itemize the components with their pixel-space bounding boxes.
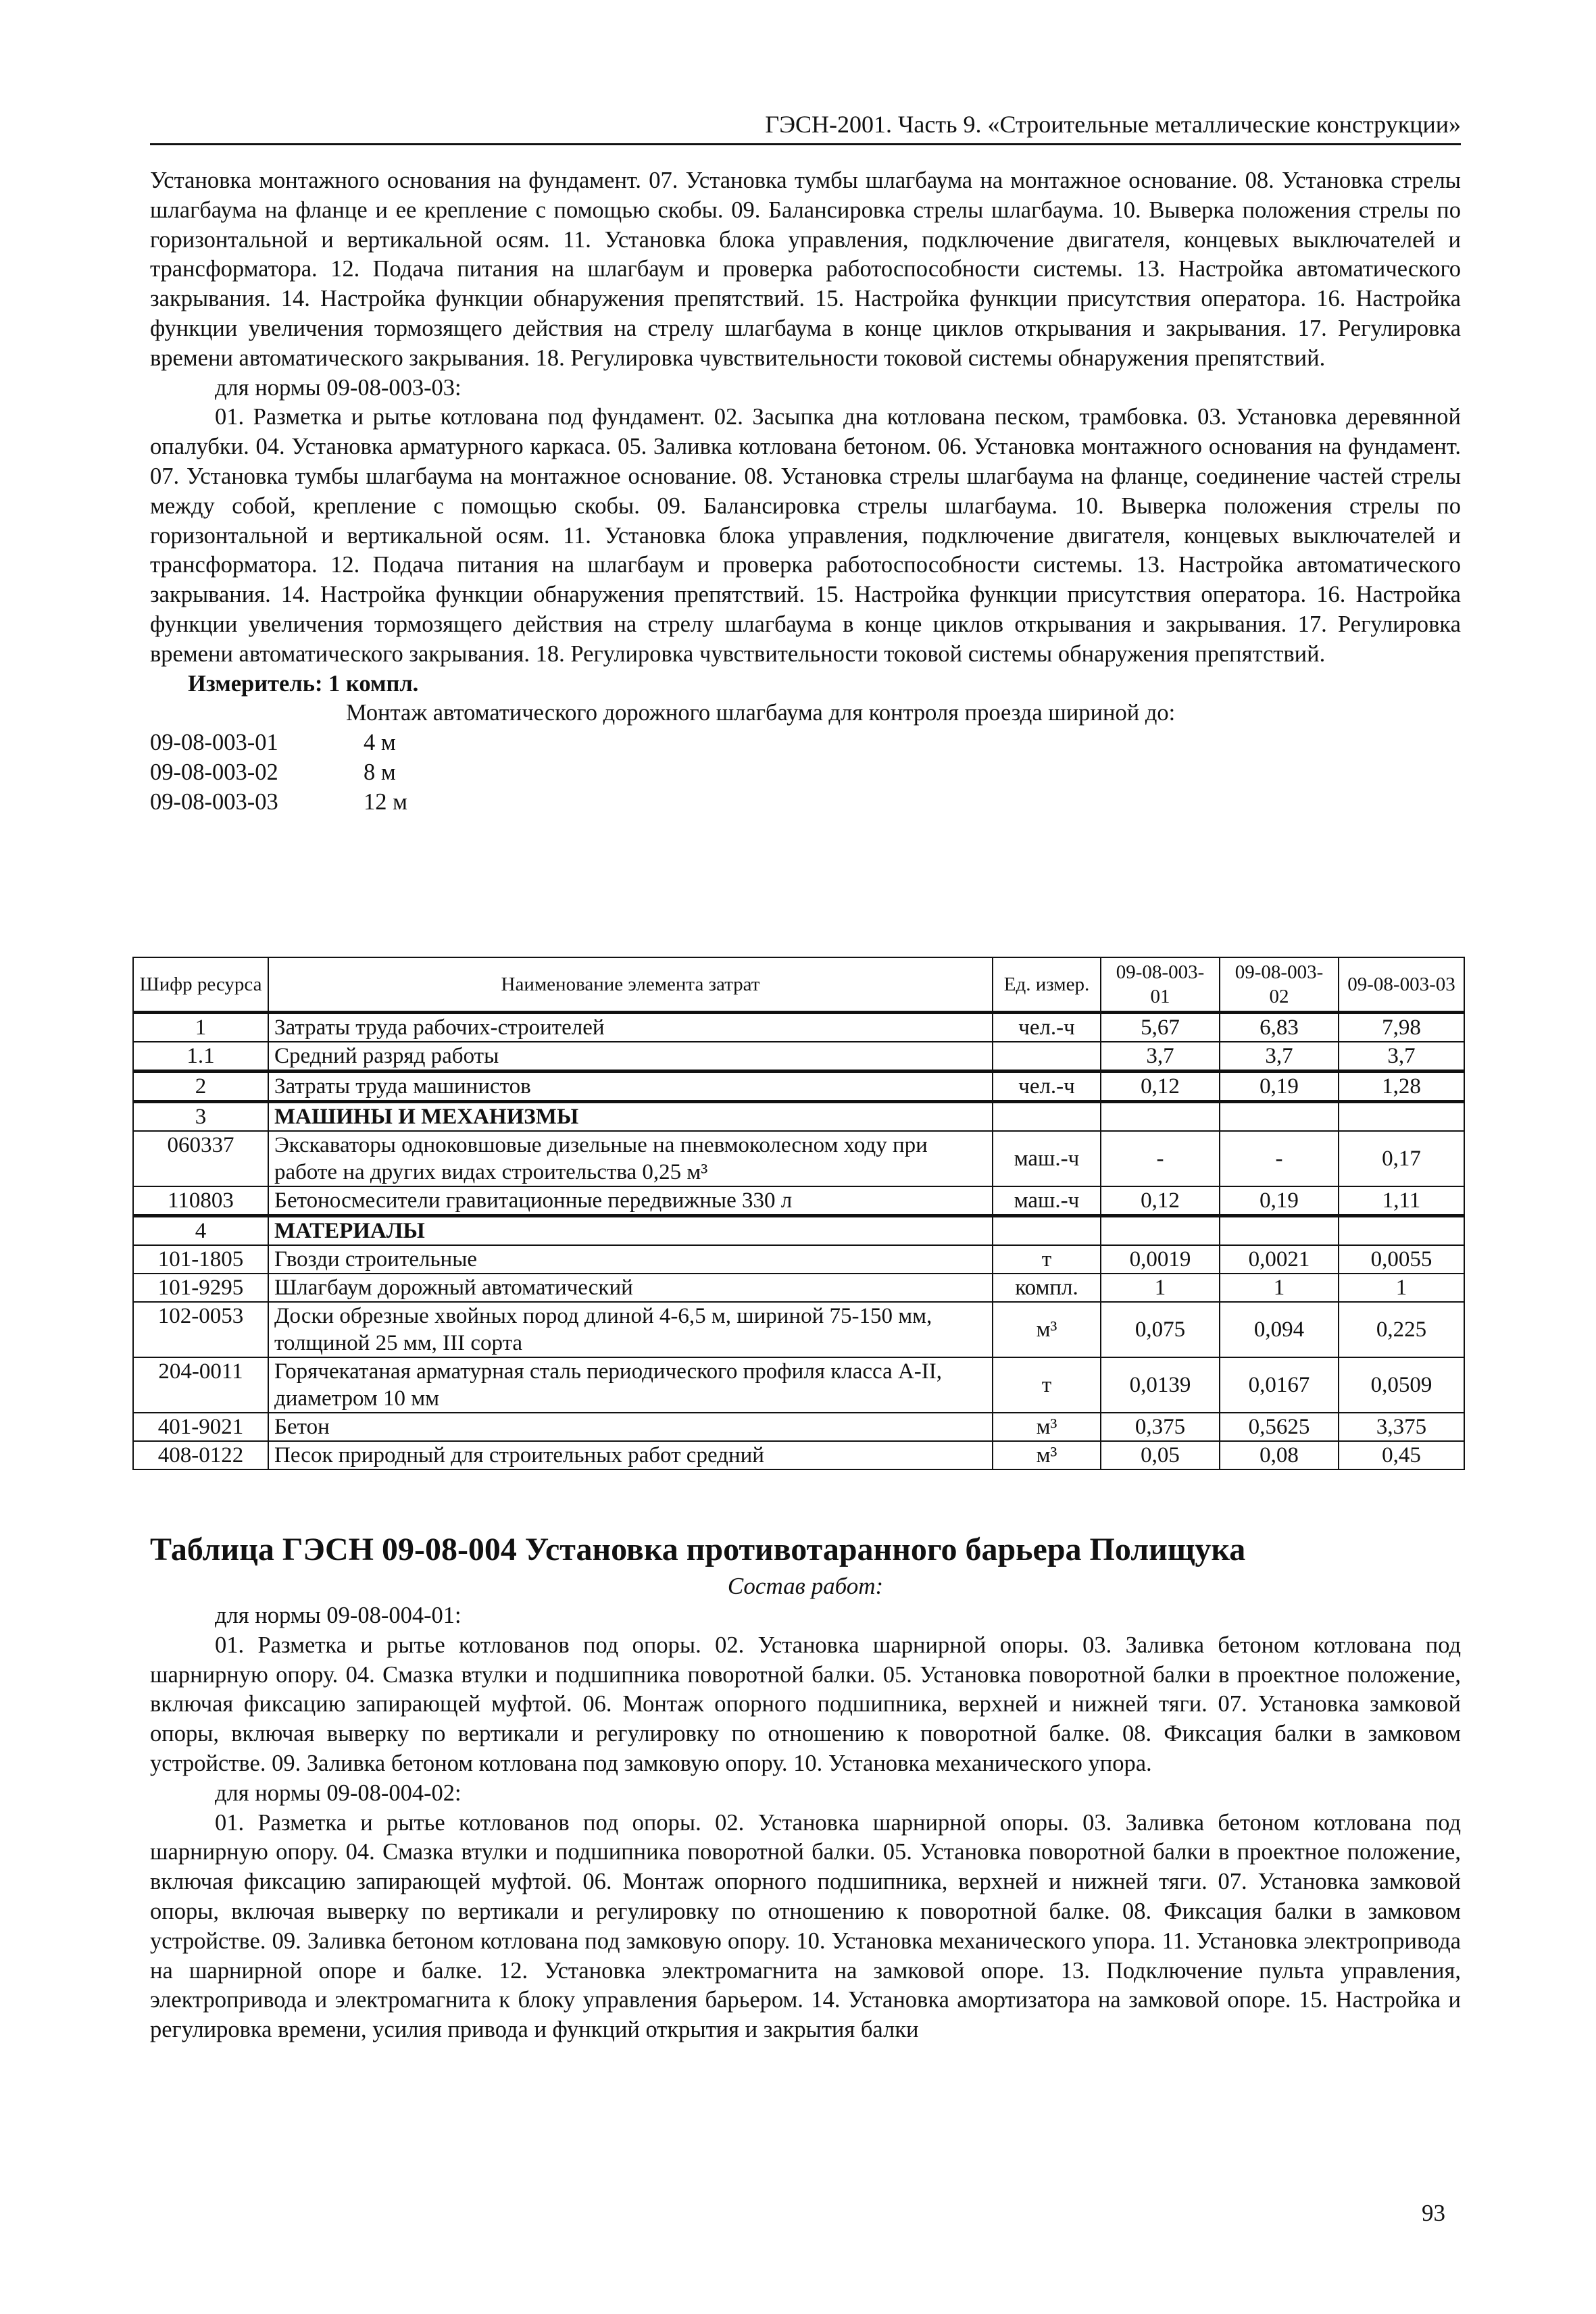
header-norm-02: 09-08-003-02 xyxy=(1220,957,1339,1013)
row-value: 0,12 xyxy=(1101,1186,1220,1216)
row-value: 0,45 xyxy=(1339,1441,1464,1469)
row-code: 060337 xyxy=(133,1131,268,1186)
norm-code-value: 8 м xyxy=(364,759,396,785)
header-rule xyxy=(150,143,1461,145)
row-name: Экскаваторы одноковшовые дизельные на пневмоколесном ходу при работе на других видах строительства 0,25 м³ xyxy=(268,1131,993,1186)
row-unit: м³ xyxy=(993,1441,1101,1469)
row-value: 0,0055 xyxy=(1339,1245,1464,1274)
row-name: Горячекатаная арматурная сталь периодического профиля класса А-II, диаметром 10 мм xyxy=(268,1357,993,1413)
norm-paragraph-004-01: 01. Разметка и рытье котлованов под опоры. 02. Установка шарнирной опоры. 03. Заливка бетоном котлована под шарнирную опору. 04. Смазка втулки и подшипника поворотной балки. 05. Установка поворотной балки в проектное положение, включая фиксацию запирающей муфтой. 06. Монтаж опорного подшипника, верхней и нижней тяги. 07. Установка замковой опоры, включая выверку по вертикали и регулировку по отношению к поворотной балке. 08. Фиксация балки в замковом устройстве. 09. Заливка бетоном котлована под замковую опору. 10. Установка механического упора. xyxy=(150,1632,1461,1776)
row-value: 3,7 xyxy=(1339,1042,1464,1072)
row-name: МАТЕРИАЛЫ xyxy=(268,1216,993,1246)
row-value: 0,17 xyxy=(1339,1131,1464,1186)
row-unit: чел.-ч xyxy=(993,1013,1101,1042)
row-code: 102-0053 xyxy=(133,1302,268,1357)
row-code: 4 xyxy=(133,1216,268,1246)
row-value: - xyxy=(1101,1131,1220,1186)
table-section-row xyxy=(133,1216,1464,1246)
row-value: 3,7 xyxy=(1101,1042,1220,1072)
row-value: 5,67 xyxy=(1101,1013,1220,1042)
table-row xyxy=(133,1186,1464,1216)
row-value: 1 xyxy=(1220,1274,1339,1302)
row-value: 1 xyxy=(1101,1274,1220,1302)
row-value: 0,05 xyxy=(1101,1441,1220,1469)
row-unit xyxy=(993,1216,1101,1246)
row-value: 0,12 xyxy=(1101,1072,1220,1102)
table-row xyxy=(133,1274,1464,1302)
row-value: - xyxy=(1220,1131,1339,1186)
row-value: 0,19 xyxy=(1220,1072,1339,1102)
row-unit: м³ xyxy=(993,1302,1101,1357)
row-value xyxy=(1101,1102,1220,1132)
row-name: Доски обрезные хвойных пород длиной 4-6,5 м, шириной 75-150 мм, толщиной 25 мм, III сорта xyxy=(268,1302,993,1357)
table-header-row xyxy=(133,957,1464,1013)
row-code: 1.1 xyxy=(133,1042,268,1072)
table-row xyxy=(133,1072,1464,1102)
header-code: Шифр ресурса xyxy=(133,957,268,1013)
page-number: 93 xyxy=(1422,2200,1445,2226)
row-name: Шлагбаум дорожный автоматический xyxy=(268,1274,993,1302)
row-unit xyxy=(993,1102,1101,1132)
norm-code-row xyxy=(150,728,1461,758)
row-value: 0,0509 xyxy=(1339,1357,1464,1413)
table-row xyxy=(133,1013,1464,1042)
row-code: 101-9295 xyxy=(133,1274,268,1302)
row-value: 0,0021 xyxy=(1220,1245,1339,1274)
row-name: Затраты труда рабочих-строителей xyxy=(268,1013,993,1042)
norm-paragraph-003-03: 01. Разметка и рытье котлована под фундамент. 02. Засыпка дна котлована песком, трамбовка. 03. Установка деревянной опалубки. 04. Установка арматурного каркаса. 05. Заливка котлована бетоном. 06. Установка монтажного основания на фундамент. 07. Установка тумбы шлагбаума на монтажное основание. 08. Установка стрелы шлагбаума на фланце, соединение частей стрелы между собой, крепление с помощью скобы. 09. Балансировка стрелы шлагбаума. 10. Выверка положения стрелы по горизонтальной и вертикальной осям. 11. Установка блока управления, подключение двигателя, концевых выключателей и трансформатора. 12. Подача питания на шлагбаум и проверка работоспособности системы. 13. Настройка автоматического закрывания. 14. Настройка функции обнаружения препятствий. 15. Настройка функции присутствия оператора. 16. Настройка функции увеличения тормозящего действия на стрелу шлагбаума в конце циклов открывания и закрывания. 17. Регулировка времени автоматического закрывания. 18. Регулировка чувствительности токовой системы обнаружения препятствий. xyxy=(150,404,1461,667)
row-name: Гвозди строительные xyxy=(268,1245,993,1274)
row-value xyxy=(1339,1216,1464,1246)
row-code: 110803 xyxy=(133,1186,268,1216)
row-name: Средний разряд работы xyxy=(268,1042,993,1072)
row-name: Бетоносмесители гравитационные передвижные 330 л xyxy=(268,1186,993,1216)
row-name: Затраты труда машинистов xyxy=(268,1072,993,1102)
row-code: 1 xyxy=(133,1013,268,1042)
norm-code: 09-08-003-02 xyxy=(150,759,278,785)
header-norm-01: 09-08-003-01 xyxy=(1101,957,1220,1013)
table-row xyxy=(133,1441,1464,1469)
row-unit xyxy=(993,1042,1101,1072)
norm-label-004-01: для нормы 09-08-004-01: xyxy=(215,1603,462,1628)
norm-code: 09-08-003-01 xyxy=(150,730,278,756)
row-value: 0,0139 xyxy=(1101,1357,1220,1413)
row-value: 0,375 xyxy=(1101,1413,1220,1441)
row-value: 0,08 xyxy=(1220,1441,1339,1469)
norm-label-004-02: для нормы 09-08-004-02: xyxy=(215,1780,462,1806)
norm-code-row xyxy=(150,758,1461,788)
row-name: МАШИНЫ И МЕХАНИЗМЫ xyxy=(268,1102,993,1132)
top-section xyxy=(150,166,1461,818)
row-value: 3,7 xyxy=(1220,1042,1339,1072)
row-unit: маш.-ч xyxy=(993,1186,1101,1216)
measure-label: Измеритель: 1 компл. xyxy=(188,670,419,697)
row-code: 401-9021 xyxy=(133,1413,268,1441)
header-name: Наименование элемента затрат xyxy=(268,957,993,1013)
norm-paragraph-004-02: 01. Разметка и рытье котлованов под опоры. 02. Установка шарнирной опоры. 03. Заливка бетоном котлована под шарнирную опору. 04. Смазка втулки и подшипника поворотной балки. 05. Установка поворотной балки в проектное положение, включая фиксацию запирающей муфтой. 06. Монтаж опорного подшипника, верхней и нижней тяги. 07. Установка замковой опоры, включая выверку по вертикали и регулировку по отношению к поворотной балке. 08. Фиксация балки в замковом устройстве. 09. Заливка бетоном котлована под замковую опору. 10. Установка механического упора. 11. Установка электропривода на шарнирной опоре и балке. 12. Установка электромагнита на замковой опоре. 13. Подключение пульта управления, электропривода и электромагнита к блоку управления барьером. 14. Установка амортизатора на замковой опоре. 15. Настройка и регулировка времени, усилия привода и функций открытия и закрытия балки xyxy=(150,1809,1461,2043)
table-section-row xyxy=(133,1102,1464,1132)
row-unit: м³ xyxy=(993,1413,1101,1441)
header-unit: Ед. измер. xyxy=(993,957,1101,1013)
row-value: 0,19 xyxy=(1220,1186,1339,1216)
row-unit: компл. xyxy=(993,1274,1101,1302)
row-name: Бетон xyxy=(268,1413,993,1441)
row-unit: т xyxy=(993,1245,1101,1274)
row-value: 0,075 xyxy=(1101,1302,1220,1357)
table-row xyxy=(133,1245,1464,1274)
header-norm-03: 09-08-003-03 xyxy=(1339,957,1464,1013)
resource-table xyxy=(132,957,1465,1470)
row-value: 1,11 xyxy=(1339,1186,1464,1216)
row-unit: маш.-ч xyxy=(993,1131,1101,1186)
row-value: 0,5625 xyxy=(1220,1413,1339,1441)
section-title: Таблица ГЭСН 09-08-004 Установка противотаранного барьера Полищука xyxy=(150,1532,1246,1567)
row-value: 0,0167 xyxy=(1220,1357,1339,1413)
row-value xyxy=(1220,1102,1339,1132)
row-value xyxy=(1339,1102,1464,1132)
section-subtitle: Состав работ: xyxy=(727,1573,884,1599)
row-code: 2 xyxy=(133,1072,268,1102)
norm-label-003-03: для нормы 09-08-003-03: xyxy=(215,374,462,401)
row-name: Песок природный для строительных работ средний xyxy=(268,1441,993,1469)
second-section-body xyxy=(150,1601,1461,2045)
norm-code-row xyxy=(150,788,1461,818)
norm-code-value: 12 м xyxy=(364,788,407,815)
table-row xyxy=(133,1302,1464,1357)
norm-code: 09-08-003-03 xyxy=(150,788,278,815)
row-value xyxy=(1101,1216,1220,1246)
row-code: 204-0011 xyxy=(133,1357,268,1413)
row-value: 7,98 xyxy=(1339,1013,1464,1042)
table-row xyxy=(133,1413,1464,1441)
row-value: 6,83 xyxy=(1220,1013,1339,1042)
row-value: 0,094 xyxy=(1220,1302,1339,1357)
row-unit: т xyxy=(993,1357,1101,1413)
row-value: 1,28 xyxy=(1339,1072,1464,1102)
row-unit: чел.-ч xyxy=(993,1072,1101,1102)
row-code: 3 xyxy=(133,1102,268,1132)
row-value: 3,375 xyxy=(1339,1413,1464,1441)
continued-paragraph: Установка монтажного основания на фундамент. 07. Установка тумбы шлагбаума на монтажное основание. 08. Установка стрелы шлагбаума на фланце и ее крепление с помощью скобы. 09. Балансировка стрелы шлагбаума. 10. Выверка положения стрелы по горизонтальной и вертикальной осям. 11. Установка блока управления, подключение двигателя, концевых выключателей и трансформатора. 12. Подача питания на шлагбаум и проверка работоспособности системы. 13. Настройка автоматического закрывания. 14. Настройка функции обнаружения препятствий. 15. Настройка функции присутствия оператора. 16. Настройка функции увеличения тормозящего действия на стрелу шлагбаума в конце циклов открывания и закрывания. 17. Регулировка времени автоматического закрывания. 18. Регулировка чувствительности токовой системы обнаружения препятствий. xyxy=(150,168,1461,371)
norm-code-value: 4 м xyxy=(364,730,396,756)
row-value: 0,0019 xyxy=(1101,1245,1220,1274)
norm-description: Монтаж автоматического дорожного шлагбаума для контроля проезда шириной до: xyxy=(346,700,1176,726)
running-header: ГЭСН-2001. Часть 9. «Строительные металлические конструкции» xyxy=(765,111,1461,138)
row-code: 408-0122 xyxy=(133,1441,268,1469)
row-value xyxy=(1220,1216,1339,1246)
table-row xyxy=(133,1042,1464,1072)
table-row xyxy=(133,1357,1464,1413)
row-value: 0,225 xyxy=(1339,1302,1464,1357)
table-row xyxy=(133,1131,1464,1186)
row-value: 1 xyxy=(1339,1274,1464,1302)
row-code: 101-1805 xyxy=(133,1245,268,1274)
